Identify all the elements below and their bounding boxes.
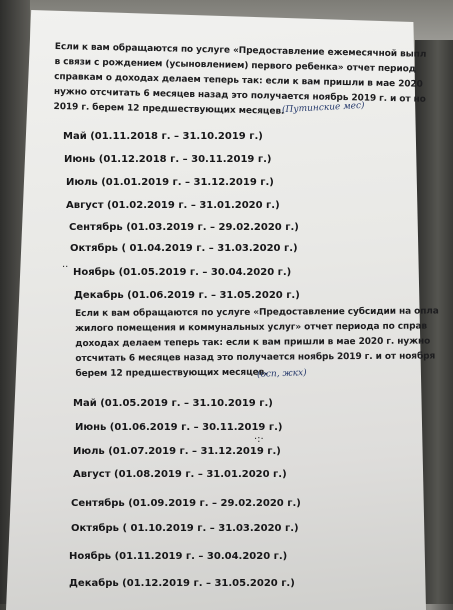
month-row: Август (01.08.2019 г. – 31.01.2020 г.) [73, 469, 287, 480]
month-row: Декабрь (01.12.2019 г. – 31.05.2020 г.) [69, 578, 295, 589]
intro1-line: нужно отсчитать 6 месяцев назад это получается ноябрь 2019 г. и от но [53, 86, 426, 105]
intro1-line: в связи с рождением (усыновлением) первого ребенка» отчет период [54, 56, 417, 75]
intro2-line: доходах делаем теперь так: если к вам пришли в мае 2020 г. нужно [75, 336, 431, 349]
intro-paragraph-1 [53, 40, 426, 123]
month-row: Июнь (01.06.2019 г. – 30.11.2019 г.) [75, 422, 283, 433]
month-row: Июль (01.07.2019 г. – 31.12.2019 г.) [73, 446, 281, 457]
month-row: Октябрь ( 01.10.2019 г. – 31.03.2020 г.) [71, 523, 299, 534]
handwritten-note-2: (осп, жкх) [256, 368, 307, 380]
month-row: Сентябрь (01.09.2019 г. – 29.02.2020 г.) [71, 498, 301, 509]
intro2-line: Если к вам обращаются по услуге «Предоставление субсидии на опла [75, 306, 439, 319]
intro2-line: отсчитать 6 месяцев назад это получается ноябрь 2019 г. и от ноября [75, 351, 436, 364]
month-row: Август (01.02.2019 г. – 31.01.2020 г.) [66, 200, 280, 211]
intro1-line: справкам о доходах делаем теперь так: если к вам пришли в мае 2020 [54, 71, 423, 90]
month-row: Декабрь (01.06.2019 г. – 31.05.2020 г.) [74, 290, 300, 301]
handwritten-note-1: (Путинские мес) [281, 100, 365, 116]
month-row: Октябрь ( 01.04.2019 г. – 31.03.2020 г.) [70, 243, 298, 254]
intro1-line: 2019 г. берем 12 предшествующих месяцев. [53, 101, 285, 117]
month-row: Июль (01.01.2019 г. – 31.12.2019 г.) [66, 177, 274, 188]
month-row: Май (01.11.2018 г. – 31.10.2019 г.) [63, 131, 263, 142]
intro1-line: Если к вам обращаются по услуге «Предоставление ежемесячной выпл [54, 41, 427, 60]
intro2-line: берем 12 предшествующих месяцев. [75, 367, 268, 379]
month-row: Июнь (01.12.2018 г. – 30.11.2019 г.) [64, 154, 272, 165]
month-row: Ноябрь (01.05.2019 г. – 30.04.2020 г.) [73, 267, 292, 278]
month-row: Май (01.05.2019 г. – 31.10.2019 г.) [73, 398, 273, 409]
month-row: Ноябрь (01.11.2019 г. – 30.04.2020 г.) [69, 551, 288, 562]
intro2-line: жилого помещения и коммунальных услуг» отчет периода по справ [75, 321, 428, 334]
handwritten-mark: ·· [62, 262, 69, 273]
handwritten-mark: ·:· [254, 434, 264, 445]
month-row: Сентябрь (01.03.2019 г. – 29.02.2020 г.) [69, 222, 299, 233]
